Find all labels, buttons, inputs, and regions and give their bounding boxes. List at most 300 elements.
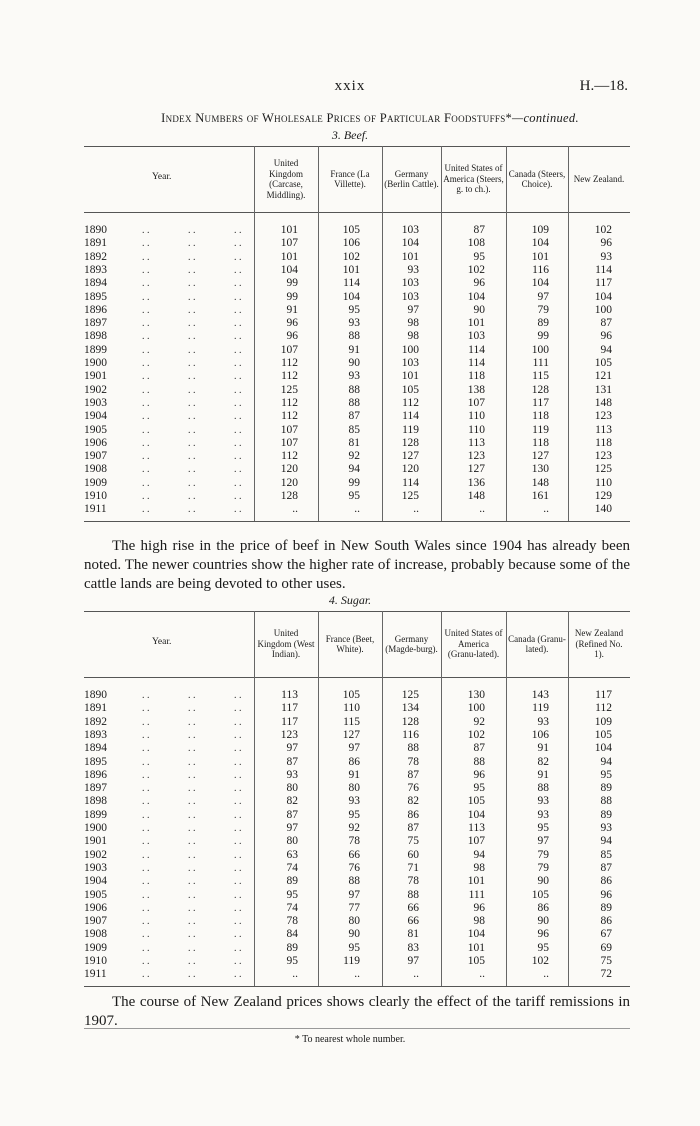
leader-dots: . . <box>188 916 196 928</box>
leader-dots: . . <box>234 251 242 263</box>
value-cell: 112 <box>595 702 612 715</box>
table-row <box>84 862 630 875</box>
value-cell: 102 <box>342 250 360 263</box>
value-cell: 66 <box>407 915 419 928</box>
value-cell: 104 <box>467 290 485 303</box>
page-reference: H.—18. <box>579 78 628 94</box>
value-cell: 113 <box>468 436 485 449</box>
value-cell: 99 <box>537 330 549 343</box>
value-cell: 97 <box>348 742 360 755</box>
value-cell: 94 <box>600 755 612 768</box>
value-cell: 93 <box>600 822 612 834</box>
leader-dots: . . <box>234 783 242 795</box>
value-cell: 94 <box>473 848 485 861</box>
value-cell: 129 <box>594 490 612 502</box>
value-cell: 78 <box>286 915 298 928</box>
value-cell: 72 <box>600 968 612 981</box>
leader-dots: . . <box>142 902 150 914</box>
leader-dots: . . <box>142 942 150 954</box>
year-cell: 1898 <box>84 330 107 343</box>
leader-dots: . . <box>234 437 242 449</box>
leader-dots: . . <box>234 384 242 396</box>
value-cell: 95 <box>348 303 360 316</box>
value-cell: .. <box>479 503 485 516</box>
table-row <box>84 742 630 755</box>
year-cell: 1893 <box>84 728 107 741</box>
value-cell: 93 <box>537 715 549 728</box>
leader-dots: . . <box>142 783 150 795</box>
leader-dots: . . <box>142 756 150 768</box>
leader-dots: . . <box>188 862 196 874</box>
value-cell: 112 <box>281 357 298 369</box>
table-row <box>84 277 630 290</box>
leader-dots: . . <box>234 916 242 928</box>
table-row <box>84 477 630 490</box>
value-cell: 97 <box>348 888 360 901</box>
value-cell: 79 <box>537 303 549 316</box>
value-cell: 130 <box>467 689 485 701</box>
value-cell: 113 <box>595 423 612 436</box>
leader-dots: . . <box>234 756 242 768</box>
value-cell: 88 <box>407 888 419 901</box>
leader-dots: . . <box>142 331 150 343</box>
value-cell: 127 <box>467 463 485 476</box>
value-cell: 102 <box>467 728 485 741</box>
table-row <box>84 756 630 769</box>
value-cell: 87 <box>407 768 419 781</box>
paragraph-beef-text: The high rise in the price of beef in New South Wales since 1904 has already been noted. The newer countries show the higher rate of increase, probably because some of the cattle lands are being devoted to other uses. <box>84 538 630 592</box>
value-cell: 103 <box>467 330 485 343</box>
table-row <box>84 424 630 437</box>
leader-dots: . . <box>142 504 150 516</box>
leader-dots: . . <box>142 371 150 383</box>
value-cell: 88 <box>537 782 549 795</box>
value-cell: .. <box>292 968 298 981</box>
value-cell: 93 <box>537 795 549 808</box>
value-cell: 112 <box>281 396 298 409</box>
sugar-bottom-rule <box>84 986 630 987</box>
value-cell: 98 <box>473 915 485 928</box>
leader-dots: . . <box>234 477 242 489</box>
beef-column-header: United Kingdom (Carcase, Middling). <box>266 158 306 200</box>
footnote-rule <box>84 1028 630 1029</box>
value-cell: 98 <box>407 330 419 343</box>
value-cell: 89 <box>537 317 549 330</box>
value-cell: 101 <box>342 263 360 276</box>
leader-dots: . . <box>188 969 196 981</box>
sugar-column-header: United States of America (Granu-lated). <box>444 628 503 660</box>
year-cell: 1908 <box>84 928 107 941</box>
year-cell: 1898 <box>84 795 107 808</box>
year-cell: 1891 <box>84 237 107 250</box>
leader-dots: . . <box>142 291 150 303</box>
value-cell: 101 <box>467 941 485 954</box>
value-cell: 87 <box>348 410 360 423</box>
leader-dots: . . <box>142 690 150 701</box>
value-cell: 128 <box>280 490 298 502</box>
leader-dots: . . <box>234 769 242 781</box>
value-cell: 119 <box>343 955 360 967</box>
leader-dots: . . <box>188 876 196 888</box>
beef-column-header: France (La Villette). <box>330 168 370 189</box>
value-cell: 93 <box>348 370 360 383</box>
leader-dots: . . <box>188 823 196 834</box>
value-cell: 131 <box>594 383 612 396</box>
table-row <box>84 384 630 397</box>
leader-dots: . . <box>188 942 196 954</box>
value-cell: 88 <box>348 330 360 343</box>
year-cell: 1892 <box>84 250 107 263</box>
leader-dots: . . <box>142 836 150 848</box>
value-cell: 80 <box>348 915 360 928</box>
value-cell: 107 <box>280 436 298 449</box>
table-row <box>84 729 630 742</box>
value-cell: 107 <box>280 423 298 436</box>
value-cell: 112 <box>281 410 298 423</box>
year-cell: 1906 <box>84 901 107 914</box>
leader-dots: . . <box>142 849 150 861</box>
value-cell: 90 <box>348 357 360 369</box>
year-cell: 1905 <box>84 423 107 436</box>
value-cell: 115 <box>343 715 360 728</box>
value-cell: 100 <box>467 702 485 715</box>
year-cell: 1899 <box>84 808 107 821</box>
leader-dots: . . <box>234 942 242 954</box>
table-row <box>84 702 630 715</box>
value-cell: 125 <box>594 463 612 476</box>
value-cell: 103 <box>401 224 419 236</box>
value-cell: 87 <box>473 224 485 236</box>
leader-dots: . . <box>142 411 150 423</box>
leader-dots: . . <box>188 743 196 755</box>
value-cell: 92 <box>348 822 360 834</box>
value-cell: 87 <box>600 317 612 330</box>
paragraph-sugar <box>84 993 630 1031</box>
year-cell: 1890 <box>84 224 107 236</box>
leader-dots: . . <box>142 451 150 463</box>
value-cell: 107 <box>467 396 485 409</box>
value-cell: 101 <box>467 875 485 888</box>
value-cell: 127 <box>342 728 360 741</box>
value-cell: 138 <box>467 383 485 396</box>
value-cell: .. <box>413 968 419 981</box>
value-cell: .. <box>413 503 419 516</box>
value-cell: 97 <box>537 290 549 303</box>
year-cell: 1911 <box>84 968 107 981</box>
value-cell: 105 <box>467 795 485 808</box>
value-cell: 140 <box>594 503 612 516</box>
value-cell: 103 <box>401 290 419 303</box>
value-cell: 86 <box>348 755 360 768</box>
leader-dots: . . <box>142 703 150 715</box>
leader-dots: . . <box>234 344 242 356</box>
leader-dots: . . <box>234 304 242 316</box>
leader-dots: . . <box>234 889 242 901</box>
leader-dots: . . <box>234 969 242 981</box>
year-cell: 1890 <box>84 689 107 701</box>
table-row <box>84 716 630 729</box>
value-cell: 92 <box>348 450 360 463</box>
sugar-column-header: New Zealand (Refined No. 1). <box>574 628 624 660</box>
value-cell: 87 <box>473 742 485 755</box>
year-cell: 1910 <box>84 955 107 967</box>
value-cell: 125 <box>401 490 419 502</box>
value-cell: 88 <box>473 755 485 768</box>
value-cell: 96 <box>600 888 612 901</box>
year-cell: 1899 <box>84 343 107 356</box>
value-cell: 123 <box>467 450 485 463</box>
value-cell: 105 <box>594 728 612 741</box>
value-cell: 91 <box>348 343 360 356</box>
leader-dots: . . <box>188 902 196 914</box>
leader-dots: . . <box>234 956 242 967</box>
year-cell: 1902 <box>84 848 107 861</box>
leader-dots: . . <box>142 491 150 502</box>
value-cell: 120 <box>280 476 298 489</box>
leader-dots: . . <box>234 876 242 888</box>
value-cell: 75 <box>407 835 419 848</box>
value-cell: .. <box>354 968 360 981</box>
value-cell: 115 <box>532 370 549 383</box>
value-cell: 104 <box>280 263 298 276</box>
value-cell: 114 <box>468 357 485 369</box>
table-row <box>84 291 630 304</box>
value-cell: 117 <box>595 689 612 701</box>
value-cell: 116 <box>532 263 549 276</box>
year-cell: 1896 <box>84 768 107 781</box>
value-cell: 110 <box>468 410 485 423</box>
year-cell: 1905 <box>84 888 107 901</box>
value-cell: 108 <box>467 237 485 250</box>
value-cell: 111 <box>468 888 485 901</box>
value-cell: 107 <box>280 343 298 356</box>
value-cell: 119 <box>532 702 549 715</box>
leader-dots: . . <box>234 318 242 330</box>
table-row <box>84 450 630 463</box>
table-row <box>84 224 630 237</box>
leader-dots: . . <box>234 796 242 808</box>
value-cell: 96 <box>537 928 549 941</box>
table-row <box>84 370 630 383</box>
value-cell: 80 <box>348 782 360 795</box>
leader-dots: . . <box>188 238 196 250</box>
value-cell: 95 <box>348 490 360 502</box>
leader-dots: . . <box>188 464 196 476</box>
value-cell: 118 <box>595 436 612 449</box>
value-cell: 127 <box>401 450 419 463</box>
value-cell: 105 <box>401 383 419 396</box>
value-cell: 161 <box>531 490 549 502</box>
year-cell: 1894 <box>84 277 107 290</box>
leader-dots: . . <box>234 743 242 755</box>
leader-dots: . . <box>188 769 196 781</box>
value-cell: 114 <box>343 277 360 290</box>
leader-dots: . . <box>234 862 242 874</box>
leader-dots: . . <box>188 703 196 715</box>
value-cell: 95 <box>600 768 612 781</box>
value-cell: .. <box>479 968 485 981</box>
value-cell: 77 <box>348 901 360 914</box>
leader-dots: . . <box>188 371 196 383</box>
value-cell: 148 <box>594 396 612 409</box>
leader-dots: . . <box>234 291 242 303</box>
value-cell: 104 <box>467 928 485 941</box>
value-cell: 99 <box>348 476 360 489</box>
leader-dots: . . <box>234 278 242 290</box>
value-cell: 83 <box>407 941 419 954</box>
leader-dots: . . <box>188 451 196 463</box>
value-cell: 91 <box>348 768 360 781</box>
value-cell: 114 <box>468 343 485 356</box>
value-cell: 95 <box>286 955 298 967</box>
value-cell: 101 <box>401 370 419 383</box>
leader-dots: . . <box>188 318 196 330</box>
leader-dots: . . <box>188 690 196 701</box>
value-cell: 90 <box>537 915 549 928</box>
leader-dots: . . <box>188 397 196 409</box>
value-cell: 87 <box>600 861 612 874</box>
value-cell: 86 <box>600 915 612 928</box>
year-cell: 1897 <box>84 317 107 330</box>
leader-dots: . . <box>188 929 196 941</box>
leader-dots: . . <box>142 796 150 808</box>
value-cell: 121 <box>594 370 612 383</box>
leader-dots: . . <box>188 783 196 795</box>
leader-dots: . . <box>188 796 196 808</box>
value-cell: 119 <box>402 423 419 436</box>
sugar-top-rule <box>84 611 630 612</box>
leader-dots: . . <box>234 823 242 834</box>
sugar-column-header: Canada (Granu-lated). <box>508 633 566 654</box>
value-cell: 112 <box>281 450 298 463</box>
value-cell: 117 <box>595 277 612 290</box>
value-cell: 82 <box>286 795 298 808</box>
leader-dots: . . <box>188 956 196 967</box>
value-cell: 102 <box>531 955 549 967</box>
value-cell: 88 <box>407 742 419 755</box>
table-row <box>84 915 630 928</box>
leader-dots: . . <box>188 291 196 303</box>
value-cell: 95 <box>473 250 485 263</box>
value-cell: 100 <box>401 343 419 356</box>
value-cell: 74 <box>286 861 298 874</box>
value-cell: 82 <box>537 755 549 768</box>
leader-dots: . . <box>234 331 242 343</box>
value-cell: 90 <box>348 928 360 941</box>
leader-dots: . . <box>142 823 150 834</box>
table-row <box>84 942 630 955</box>
value-cell: .. <box>292 503 298 516</box>
value-cell: 125 <box>401 689 419 701</box>
value-cell: 90 <box>473 303 485 316</box>
paragraph-beef <box>84 537 630 594</box>
sugar-column-header: France (Beet, White). <box>325 633 375 654</box>
value-cell: 104 <box>531 237 549 250</box>
table-row <box>84 237 630 250</box>
leader-dots: . . <box>142 358 150 369</box>
leader-dots: . . <box>188 411 196 423</box>
beef-bottom-rule <box>84 521 630 522</box>
leader-dots: . . <box>188 437 196 449</box>
value-cell: 128 <box>401 436 419 449</box>
value-cell: 117 <box>532 396 549 409</box>
value-cell: 86 <box>407 808 419 821</box>
value-cell: 66 <box>348 848 360 861</box>
year-cell: 1909 <box>84 941 107 954</box>
value-cell: 96 <box>286 330 298 343</box>
sugar-year-header: Year. <box>152 637 172 647</box>
leader-dots: . . <box>188 756 196 768</box>
leader-dots: . . <box>142 729 150 741</box>
value-cell: 67 <box>600 928 612 941</box>
value-cell: 96 <box>473 277 485 290</box>
leader-dots: . . <box>234 836 242 848</box>
value-cell: 106 <box>531 728 549 741</box>
value-cell: 76 <box>407 782 419 795</box>
year-cell: 1910 <box>84 490 107 502</box>
value-cell: 110 <box>468 423 485 436</box>
value-cell: 104 <box>594 742 612 755</box>
table-row <box>84 503 630 516</box>
value-cell: 112 <box>281 370 298 383</box>
value-cell: 128 <box>401 715 419 728</box>
year-cell: 1902 <box>84 383 107 396</box>
leader-dots: . . <box>142 956 150 967</box>
table-row <box>84 889 630 902</box>
leader-dots: . . <box>142 477 150 489</box>
value-cell: 118 <box>532 436 549 449</box>
table-row <box>84 437 630 450</box>
value-cell: 148 <box>531 476 549 489</box>
value-cell: 84 <box>286 928 298 941</box>
value-cell: 114 <box>402 410 419 423</box>
leader-dots: . . <box>188 849 196 861</box>
value-cell: 110 <box>595 476 612 489</box>
leader-dots: . . <box>234 424 242 436</box>
value-cell: 86 <box>537 901 549 914</box>
value-cell: 96 <box>286 317 298 330</box>
leader-dots: . . <box>142 225 150 236</box>
value-cell: .. <box>543 968 549 981</box>
value-cell: 92 <box>473 715 485 728</box>
value-cell: 127 <box>531 450 549 463</box>
value-cell: 134 <box>401 702 419 715</box>
leader-dots: . . <box>234 690 242 701</box>
value-cell: 90 <box>537 875 549 888</box>
value-cell: 79 <box>537 861 549 874</box>
value-cell: 101 <box>401 250 419 263</box>
value-cell: 95 <box>537 941 549 954</box>
value-cell: 113 <box>468 822 485 834</box>
leader-dots: . . <box>142 264 150 276</box>
title-main: Index Numbers of Wholesale Prices of Particular Foodstuffs* <box>161 111 513 125</box>
value-cell: 93 <box>286 768 298 781</box>
value-cell: 102 <box>594 224 612 236</box>
leader-dots: . . <box>188 264 196 276</box>
value-cell: 94 <box>348 463 360 476</box>
leader-dots: . . <box>142 397 150 409</box>
beef-column-header: Canada (Steers, Choice). <box>508 168 566 189</box>
table-row <box>84 357 630 370</box>
table-row <box>84 875 630 888</box>
value-cell: 123 <box>594 450 612 463</box>
value-cell: 80 <box>286 835 298 848</box>
value-cell: 104 <box>531 277 549 290</box>
leader-dots: . . <box>142 716 150 728</box>
value-cell: 86 <box>600 875 612 888</box>
table-row <box>84 902 630 915</box>
value-cell: 97 <box>407 303 419 316</box>
